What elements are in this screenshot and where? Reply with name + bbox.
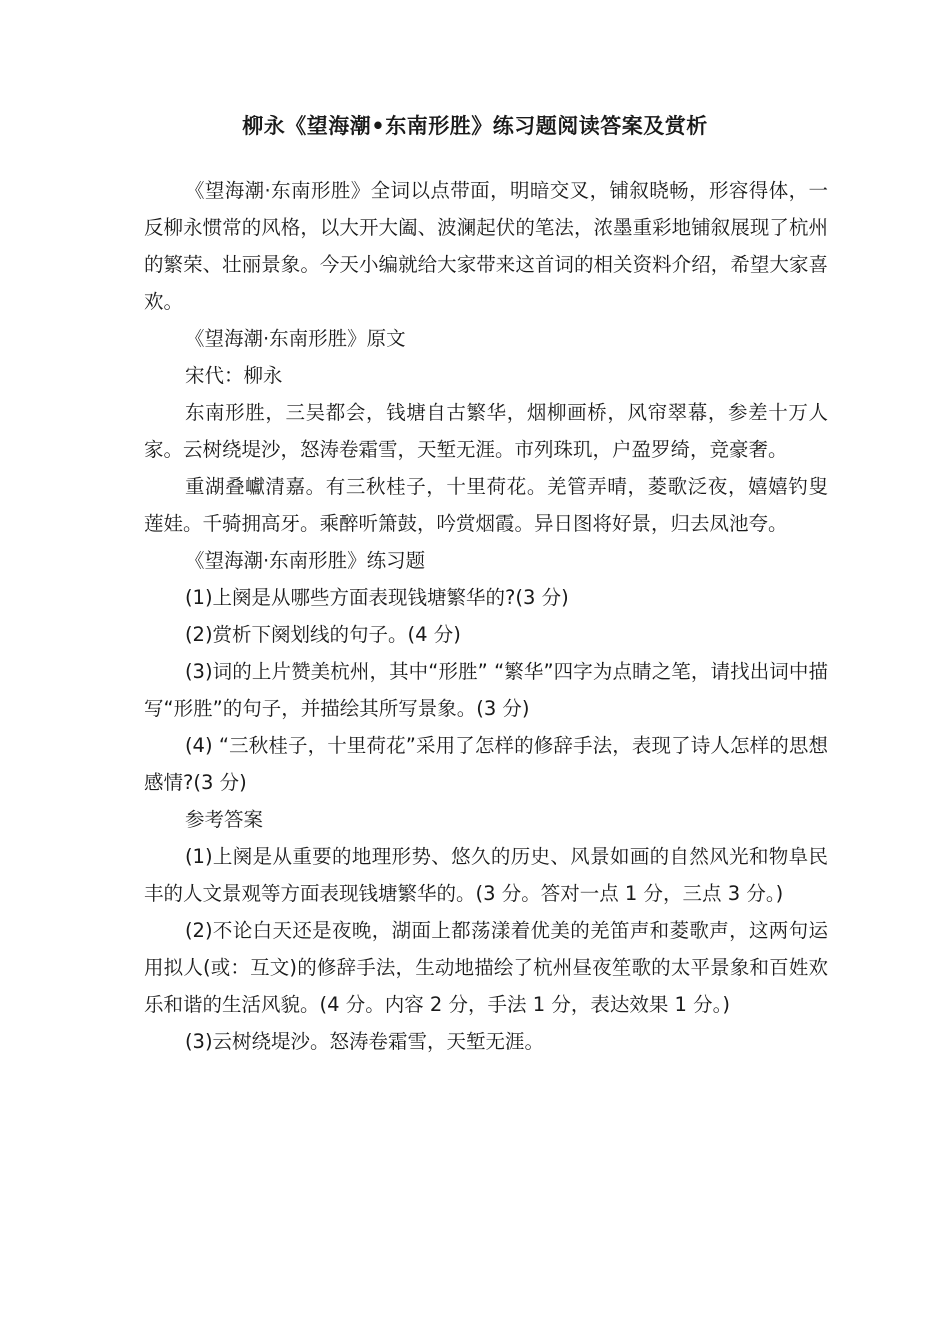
intro-paragraph: 《望海潮·东南形胜》全词以点带面，明暗交叉，铺叙晓畅，形容得体，一反柳永惯常的风格，以大开大阖、波澜起伏的笔法，浓墨重彩地铺叙展现了杭州的繁荣、壮丽景象。今天小编就给大家带来这首词的相关资料介绍，希望大家喜欢。: [144, 179, 828, 313]
question-3: (3)词的上片赞美杭州，其中“形胜” “繁华”四字为点睛之笔，请找出词中描写“形胜”的句子，并描绘其所写景象。(3 分): [144, 660, 828, 720]
poem-stanza-1: 东南形胜，三吴都会，钱塘自古繁华，烟柳画桥，风帘翠幕，参差十万人家。云树绕堤沙，怒涛卷霜雪，天堑无涯。市列珠玑，户盈罗绮，竞豪奢。: [144, 401, 828, 461]
question-4: (4) “三秋桂子，十里荷花”采用了怎样的修辞手法，表现了诗人怎样的思想感情?(3 分): [144, 734, 828, 794]
question-2: (2)赏析下阕划线的句子。(4 分): [184, 623, 461, 646]
document-title: 柳永《望海潮•东南形胜》练习题阅读答案及赏析: [242, 114, 708, 138]
answer-2: (2)不论白天还是夜晚，湖面上都荡漾着优美的羌笛声和菱歌声，这两句运用拟人(或：互文)的修辞手法，生动地描绘了杭州昼夜笙歌的太平景象和百姓欢乐和谐的生活风貌。(4 分。内容 2 分，手法 1 分，表达效果 1 分。): [144, 919, 828, 1016]
section-heading-answers: 参考答案: [184, 808, 263, 831]
author-line: 宋代：柳永: [184, 364, 283, 387]
question-1: (1)上阕是从哪些方面表现钱塘繁华的?(3 分): [184, 586, 569, 609]
document-body: [144, 172, 828, 1060]
answer-3: (3)云树绕堤沙。怒涛卷霜雪，天堑无涯。: [184, 1030, 545, 1053]
answer-1: (1)上阕是从重要的地理形势、悠久的历史、风景如画的自然风光和物阜民丰的人文景观等方面表现钱塘繁华的。(3 分。答对一点 1 分，三点 3 分。): [144, 845, 828, 905]
poem-stanza-2: 重湖叠巘清嘉。有三秋桂子，十里荷花。羌管弄晴，菱歌泛夜，嬉嬉钓叟莲娃。千骑拥高牙。乘醉听箫鼓，吟赏烟霞。异日图将好景，归去凤池夸。: [144, 475, 828, 535]
section-heading-original-text: 《望海潮·东南形胜》原文: [184, 327, 406, 350]
section-heading-exercises: 《望海潮·东南形胜》练习题: [184, 549, 426, 572]
